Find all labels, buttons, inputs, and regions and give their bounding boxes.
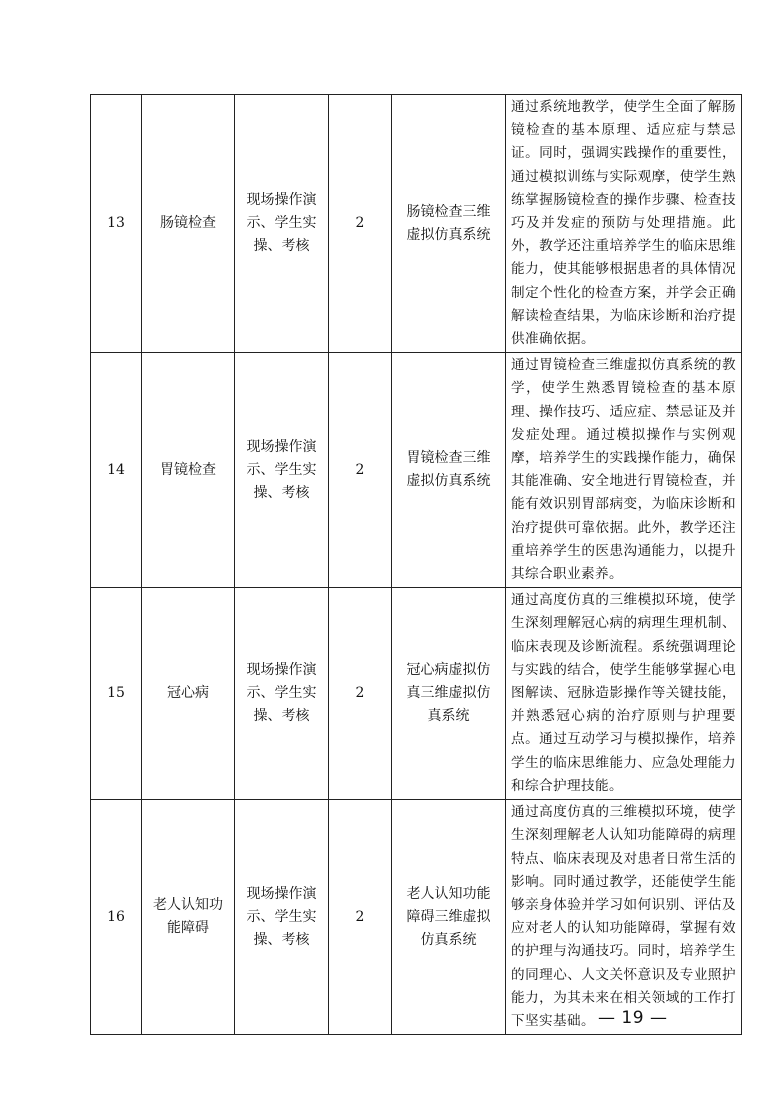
table-row [91, 800, 742, 1035]
row-number: 16 [91, 800, 142, 1035]
project-name: 胃镜检查 [142, 353, 235, 588]
table-row [91, 353, 742, 588]
project-description: 通过高度仿真的三维模拟环境，使学生深刻理解老人认知功能障碍的病理特点、临床表现及对患者日常生活的影响。同时通过教学，还能使学生能够亲身体验并学习如何识别、评估及应对老人的认知功能障碍，掌握有效的护理与沟通技巧。同时，培养学生的同理心、人文关怀意识及专业照护能力，为其未来在相关领域的工作打下坚实基础。 [506, 800, 742, 1035]
teaching-method: 现场操作演示、学生实操、考核 [235, 800, 329, 1035]
project-description: 通过高度仿真的三维模拟环境，使学生深刻理解冠心病的病理生理机制、临床表现及诊断流程。系统强调理论与实践的结合，使学生能够掌握心电图解读、冠脉造影操作等关键技能，并熟悉冠心病的治疗原则与护理要点。通过互动学习与模拟操作，培养学生的临床思维能力、应急处理能力和综合护理技能。 [506, 588, 742, 800]
table-row [91, 588, 742, 800]
class-hours: 2 [329, 800, 392, 1035]
project-description: 通过系统地教学，使学生全面了解肠镜检查的基本原理、适应症与禁忌证。同时，强调实践操作的重要性，通过模拟训练与实际观摩，使学生熟练掌握肠镜检查的操作步骤、检查技巧及并发症的预防与处理措施。此外，教学还注重培养学生的临床思维能力，使其能够根据患者的具体情况制定个性化的检查方案，并学会正确解读检查结果，为临床诊断和治疗提供准确依据。 [506, 95, 742, 353]
course-table [90, 94, 742, 1035]
simulation-system: 肠镜检查三维虚拟仿真系统 [392, 95, 506, 353]
class-hours: 2 [329, 95, 392, 353]
teaching-method: 现场操作演示、学生实操、考核 [235, 95, 329, 353]
table-row [91, 95, 742, 353]
row-number: 14 [91, 353, 142, 588]
project-description: 通过胃镜检查三维虚拟仿真系统的教学，使学生熟悉胃镜检查的基本原理、操作技巧、适应症、禁忌证及并发症处理。通过模拟操作与实例观摩，培养学生的实践操作能力，确保其能准确、安全地进行胃镜检查，并能有效识别胃部病变，为临床诊断和治疗提供可靠依据。此外，教学还注重培养学生的医患沟通能力，以提升其综合职业素养。 [506, 353, 742, 588]
row-number: 15 [91, 588, 142, 800]
class-hours: 2 [329, 353, 392, 588]
project-name: 冠心病 [142, 588, 235, 800]
teaching-method: 现场操作演示、学生实操、考核 [235, 353, 329, 588]
simulation-system: 胃镜检查三维虚拟仿真系统 [392, 353, 506, 588]
simulation-system: 冠心病虚拟仿真三维虚拟仿真系统 [392, 588, 506, 800]
project-name: 老人认知功能障碍 [142, 800, 235, 1035]
teaching-method: 现场操作演示、学生实操、考核 [235, 588, 329, 800]
row-number: 13 [91, 95, 142, 353]
page-number: — 19 — [598, 1008, 668, 1028]
project-name: 肠镜检查 [142, 95, 235, 353]
class-hours: 2 [329, 588, 392, 800]
simulation-system: 老人认知功能障碍三维虚拟仿真系统 [392, 800, 506, 1035]
